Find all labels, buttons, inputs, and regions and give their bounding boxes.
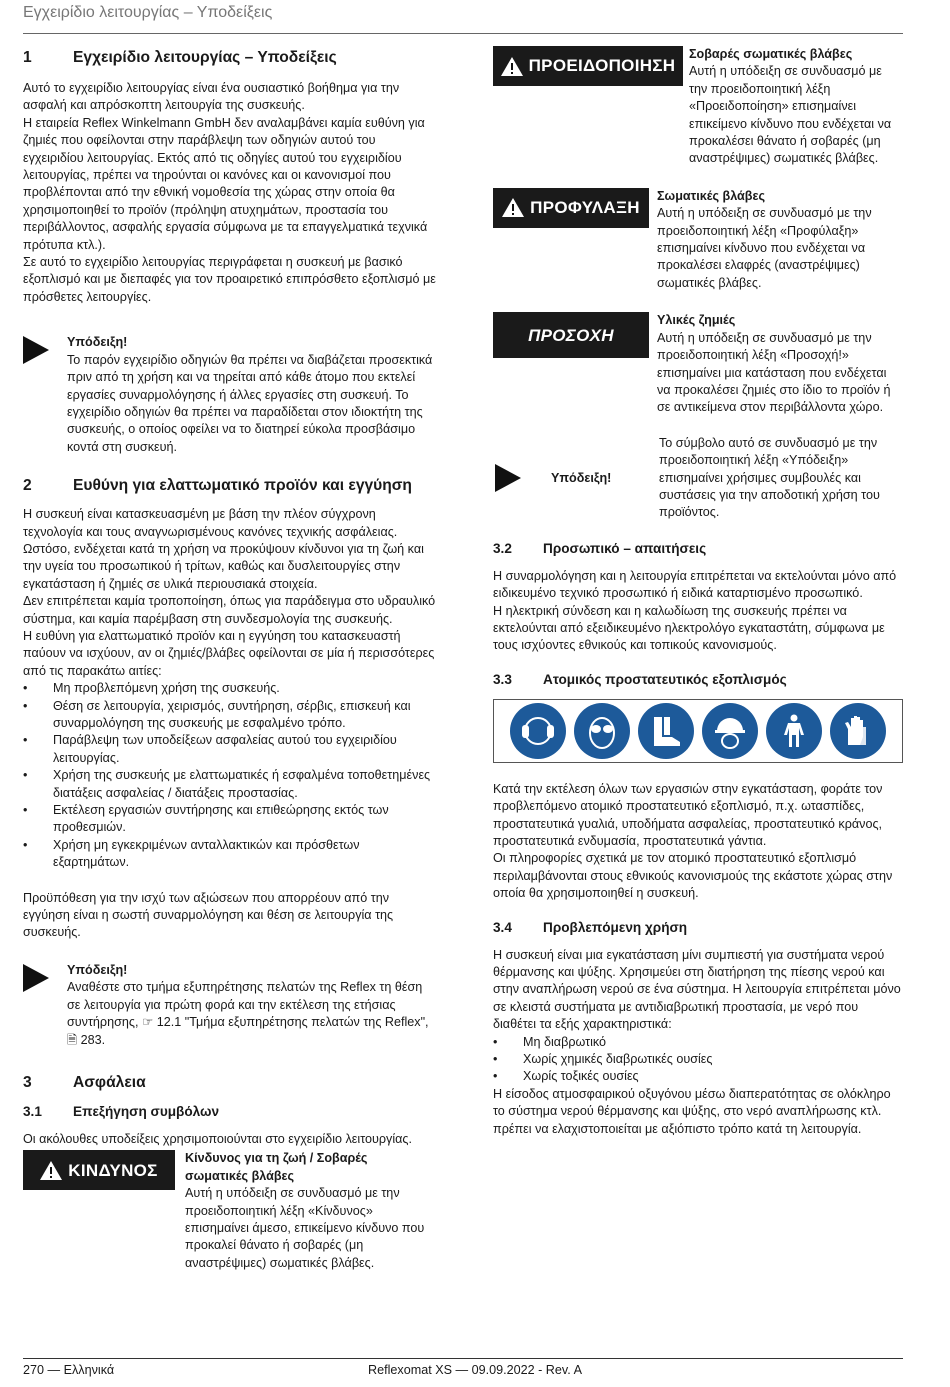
warning-badge: ΠΡΟΕΙΔΟΠΟΙΗΣΗ bbox=[493, 46, 683, 86]
paragraph: Οι ακόλουθες υποδείξεις χρησιμοποιούνται στο εγχειρίδιο λειτουργίας. bbox=[23, 1131, 412, 1146]
signal-title: Σωματικές βλάβες bbox=[657, 188, 766, 203]
subsection-title: Προβλεπόμενη χρήση bbox=[543, 919, 688, 935]
note-block bbox=[23, 962, 438, 1049]
signal-title: Υλικές ζημιές bbox=[657, 313, 736, 328]
section-number: 1 bbox=[23, 49, 32, 66]
note-text: Αναθέστε στο τμήμα εξυπηρέτησης πελατών της Reflex τη θέση σε λειτουργία για πρώτη φορά και την εκτέλεση της ετήσιας συντήρησης, ☞ 12.1 "Τμήμα εξυπηρέτησης πελατών της Reflex", 🗎 283. bbox=[67, 980, 429, 1047]
play-arrow-icon bbox=[495, 464, 521, 492]
subsection-3-4-heading bbox=[493, 919, 903, 937]
signal-text: Το σύμβολο αυτό σε συνδυασμό με την προειδοποιητική λέξη «Υπόδειξη» επισημαίνει χρήσιμες συμβουλές και συστάσεις για την αποδοτική χρήση του προϊόντος. bbox=[659, 435, 880, 520]
section-title: Ασφάλεια bbox=[73, 1073, 146, 1091]
section-1-heading bbox=[23, 48, 438, 68]
section-3-heading bbox=[23, 1073, 438, 1093]
section-number: 2 bbox=[23, 477, 32, 495]
section-title: Εγχειρίδιο λειτουργίας – Υποδείξεις bbox=[73, 49, 337, 66]
bullet-list bbox=[493, 1034, 903, 1086]
subsection-title: Επεξήγηση συμβόλων bbox=[73, 1103, 220, 1119]
list-item: • Χωρίς χημικές διαβρωτικές ουσίες bbox=[493, 1052, 713, 1067]
subsection-number: 3.4 bbox=[493, 919, 512, 935]
signal-text: Αυτή η υπόδειξη σε συνδυασμό με την προειδοποιητική λέξη «Προειδοποίηση» επισημαίνει επικείμενο κίνδυνο που ενδέχεται να προκαλέσει θάνατο ή σοβαρές (μη αναστρέψιμες) σωματικές βλάβες. bbox=[689, 64, 892, 166]
gloves-icon bbox=[830, 703, 886, 759]
subsection-3-2-heading bbox=[493, 540, 903, 558]
paragraph: Οι πληροφορίες σχετικά με τον ατομικό προστατευτικό εξοπλισμό περιλαμβάνονται στους εθνικούς κανονισμούς της εκάστοτε χώρας στην οποία θα χρησιμοποιηθεί η συσκευή. bbox=[493, 851, 893, 901]
signal-danger bbox=[23, 1150, 438, 1272]
paragraph: Η συναρμολόγηση και η λειτουργία επιτρέπεται να εκτελούνται μόνο από ειδικευμένο τεχνικό προσωπικό ή ειδικά καταρτισμένο προσωπικό. bbox=[493, 568, 897, 601]
subsection-number: 3.2 bbox=[493, 540, 512, 556]
caution-badge: ΠΡΟΦΥΛΑΞΗ bbox=[493, 188, 649, 228]
note-block bbox=[23, 334, 438, 456]
subsection-title: Ατομικός προστατευτικός εξοπλισμός bbox=[543, 671, 787, 687]
paragraph: Κατά την εκτέλεση όλων των εργασιών στην εγκατάσταση, φοράτε τον προβλεπόμενο ατομικό προστατευτικό εξοπλισμό, π.χ. ωτασπίδες, προστατευτικά γυαλιά, υποδήματα ασφαλείας, προστατευτικό κράνος, προστατευτικά ενδυμασία, προστατευτικά γάντια. bbox=[493, 781, 883, 848]
signal-title: Σοβαρές σωματικές βλάβες bbox=[689, 47, 853, 61]
goggles-icon bbox=[574, 703, 630, 759]
paragraph: Η συσκευή είναι μια εγκατάσταση μίνι συμπιεστή για συστήματα νερού θέρμανσης και ψύξης. Χρησιμεύει στη διατήρηση της πίεσης νερού και στην αναπλήρωση νερού σε ένα σύστημα. Η λειτουργία επιτρέπεται μόνο σε κλειστά συστήματα με αντιδιαβρωτική προστασία, με νερό που διαθέτει τα εξής χαρακτηριστικά: bbox=[493, 947, 901, 1032]
signal-warning bbox=[493, 46, 903, 168]
signal-text: Αυτή η υπόδειξη σε συνδυασμό με την προειδοποιητική λέξη «Προφύλαξη» επισημαίνει κίνδυνο που ενδέχεται να προκαλέσει ελαφρές (αναστρέψιμες) σωματικές βλάβες. bbox=[657, 206, 872, 290]
section-2-heading bbox=[23, 476, 438, 496]
paragraph: Αυτό το εγχειρίδιο λειτουργίας είναι ένα ουσιαστικό βοήθημα για την ασφαλή και απρόσκοπτη λειτουργία της συσκευής. bbox=[23, 81, 400, 113]
note-title: Υπόδειξη! bbox=[67, 335, 128, 350]
signal-text: Αυτή η υπόδειξη σε συνδυασμό με την προειδοποιητική λέξη «Κίνδυνος» επισημαίνει άμεσο, επικείμενο κίνδυνο που προκαλεί θάνατο ή σοβαρές (μη αναστρέψιμες) σωματικές βλάβες. bbox=[185, 1186, 425, 1270]
bullet-list bbox=[23, 680, 438, 871]
paragraph: Σε αυτό το εγχειρίδιο λειτουργίας περιγράφεται η συσκευή με βασικό εξοπλισμό και με διεπαφές για τον προαιρετικό επιπρόσθετο εξοπλισμό με πρόσθετες λειτουργίες. bbox=[23, 255, 436, 304]
safety-boots-icon bbox=[638, 703, 694, 759]
subsection-3-1-heading bbox=[23, 1103, 438, 1121]
list-item: • Χωρίς τοξικές ουσίες bbox=[493, 1069, 639, 1084]
list-item: • Χρήση της συσκευής με ελαττωματικές ή εσφαλμένα τοποθετημένες διατάξεις ασφαλείας / διατάξεις προστασίας. bbox=[23, 768, 431, 800]
paragraph: Προϋπόθεση για την ισχύ των αξιώσεων που απορρέουν από την εγγύηση είναι η σωστή συναρμολόγηση και θέση σε λειτουργία της συσκευής. bbox=[23, 890, 394, 940]
protective-suit-icon bbox=[766, 703, 822, 759]
play-arrow-icon bbox=[23, 964, 49, 992]
danger-badge: ΚΙΝΔΥΝΟΣ bbox=[23, 1150, 175, 1190]
list-item: • Παράβλεψη των υποδείξεων ασφαλείας αυτού του εγχειριδίου λειτουργίας. bbox=[23, 733, 397, 765]
list-item: • Θέση σε λειτουργία, χειρισμός, συντήρηση, σέρβις, επισκευή και συναρμολόγηση της συσκευής με εσφαλμένο τρόπο. bbox=[23, 698, 411, 730]
left-column bbox=[23, 46, 438, 1272]
hint-label: Υπόδειξη! bbox=[551, 470, 612, 485]
paragraph: Η εταιρεία Reflex Winkelmann GmbH δεν αναλαμβάνει καμία ευθύνη για ζημιές που οφείλονται στην παράβλεψη των οδηγιών αυτού του εγχειριδίου λειτουργίας. Εκτός από τις οδηγίες αυτού του εγχειριδίου λειτουργίας, πρέπει να τηρούνται οι κανόνες και οι κανονισμοί που προβλέπονται από την εθνική νομοθεσία της χώρας στην οποία θα χρησιμοποιηθεί το προϊόν (πρόληψη ατυχημάτων, προστασία του περιβάλλοντος, ασφαλής εργασία σύμφωνα με τα επαγγελματικά τεχνικά πρότυπα κτλ.). bbox=[23, 115, 428, 252]
signal-attention bbox=[493, 312, 903, 416]
note-text: Το παρόν εγχειρίδιο οδηγιών θα πρέπει να διαβάζεται προσεκτικά πριν από τη χρήση και να τηρείται από κάθε άτομο που εκτελεί εργασίες συναρμολόγησης ή άλλες εργασίες στη συσκευή. Το εγχειρίδιο οδηγιών θα πρέπει να παραδίδεται στον ιδιοκτήτη της συσκευής, ο οποίος οφείλει να το διατηρεί εύκολα προσβάσιμο κοντά στη συσκευή. bbox=[67, 352, 433, 454]
hard-hat-icon bbox=[702, 703, 758, 759]
list-item: • Μη προβλεπόμενη χρήση της συσκευής. bbox=[23, 681, 280, 696]
subsection-number: 3.1 bbox=[23, 1103, 42, 1119]
subsection-3-3-heading bbox=[493, 671, 903, 689]
right-column bbox=[493, 46, 903, 1138]
paragraph: Η συσκευή είναι κατασκευασμένη με βάση την πλέον σύγχρονη τεχνολογία και τους αναγνωρισμένους κανόνες τεχνικής ασφάλειας. Ωστόσο, ενδέχεται κατά τη χρήση να προκύψουν κίνδυνοι για τη ζωή και την υγεία του προσωπικού ή τρίτων, καθώς και δυσλειτουργίες στην εγκατάσταση ή ζημιές σε υλικά περιουσιακά στοιχεία. bbox=[23, 507, 424, 591]
list-item: • Χρήση μη εγκεκριμένων ανταλλακτικών και πρόσθετων εξαρτημάτων. bbox=[23, 837, 360, 870]
footer-rule bbox=[23, 1358, 903, 1359]
signal-title: Κίνδυνος για τη ζωή / Σοβαρές σωματικές βλάβες bbox=[185, 1151, 368, 1183]
ear-protection-icon bbox=[510, 703, 566, 759]
running-header: Εγχειρίδιο λειτουργίας – Υποδείξεις bbox=[23, 4, 273, 21]
signal-caution bbox=[493, 188, 903, 292]
subsection-number: 3.3 bbox=[493, 671, 512, 687]
list-item: • Μη διαβρωτικό bbox=[493, 1034, 607, 1049]
page-number: 270 — Ελληνικά bbox=[23, 1363, 115, 1377]
attention-badge: ΠΡΟΣΟΧΗ bbox=[493, 312, 649, 358]
note-title: Υπόδειξη! bbox=[67, 962, 128, 977]
paragraph: Δεν επιτρέπεται καμία τροποποίηση, όπως για παράδειγμα στο υδραυλικό σύστημα, και καμία παρέμβαση στη συνδεσμολογία της συσκευής. bbox=[23, 594, 436, 626]
warning-triangle-icon bbox=[502, 198, 524, 217]
section-title: Ευθύνη για ελαττωματικό προϊόν και εγγύηση bbox=[73, 477, 412, 495]
signal-text: Αυτή η υπόδειξη σε συνδυασμό με την προειδοποιητική λέξη «Προσοχή!» επισημαίνει μια κατάσταση που ενδέχεται να προκαλέσει ζημιές στο ίδιο το προϊόν ή σε αντικείμενα στον περιβάλλοντα χώρο. bbox=[657, 330, 891, 415]
header-rule bbox=[23, 33, 903, 34]
document-id: Reflexomat XS — 09.09.2022 - Rev. A bbox=[368, 1363, 582, 1377]
paragraph: Η ηλεκτρική σύνδεση και η καλωδίωση της συσκευής πρέπει να εκτελούνται από εξειδικευμένο ηλεκτρολόγο εγκαταστάτη, σύμφωνα με τους ισχύοντες εθνικούς και τοπικούς κανονισμούς. bbox=[493, 603, 885, 653]
signal-hint bbox=[493, 435, 903, 522]
subsection-title: Προσωπικό – απαιτήσεις bbox=[543, 540, 707, 556]
warning-triangle-icon bbox=[501, 57, 523, 76]
warning-triangle-icon bbox=[40, 1161, 62, 1180]
play-arrow-icon bbox=[23, 336, 49, 364]
paragraph: Η είσοδος ατμοσφαιρικού οξυγόνου μέσω διαπερατότητας σε ολόκληρο το σύστημα νερού θέρμανσης και ψύξης, στο νερό αναπλήρωσης κτλ. πρέπει να ελαχιστοποιείται με αξιόπιστο τρόπο κατά τη λειτουργία. bbox=[493, 1086, 891, 1136]
list-item: • Εκτέλεση εργασιών συντήρησης και επιθεώρησης εκτός των προθεσμιών. bbox=[23, 803, 389, 835]
ppe-icon-strip bbox=[493, 699, 903, 763]
paragraph: Η ευθύνη για ελαττωματικό προϊόν και η εγγύηση του κατασκευαστή παύουν να ισχύουν, αν οι ζημιές/βλάβες οφείλονται σε μία ή περισσότερες από τις παρακάτω αιτίες: bbox=[23, 628, 435, 678]
section-number: 3 bbox=[23, 1073, 32, 1091]
